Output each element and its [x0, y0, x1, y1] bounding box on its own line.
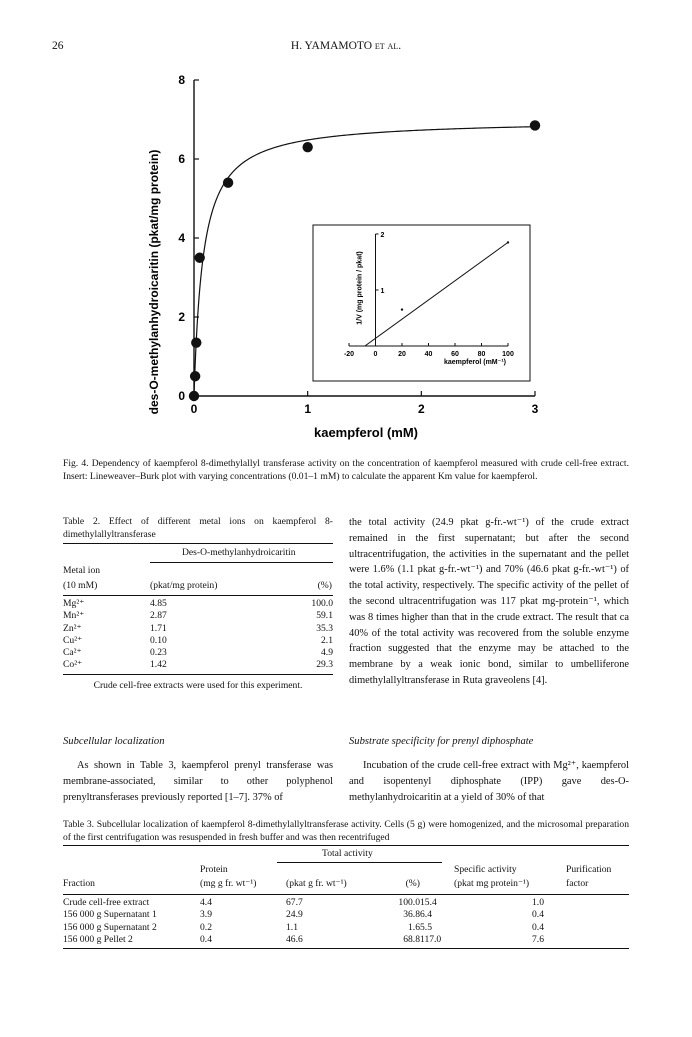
- table3-caption: Table 3. Subcellular localization of kaempferol 8-dimethylallyltransferase activity. Cells (5 g) were homogenized, and the microsomal preparation of the first centrifugation was resuspended in fresh buffer and was then recentrifuged: [63, 819, 629, 843]
- table-cell: 156 000 g Pellet 2: [63, 933, 133, 945]
- table-cell: 7.6: [532, 933, 544, 945]
- table-cell: 4.4: [200, 897, 212, 908]
- main-y-tick-label: 6: [178, 152, 185, 166]
- table2-col1-top: Metal ion: [63, 565, 101, 576]
- inset-y-tick-label: 2: [380, 232, 385, 239]
- table-row: [63, 647, 333, 659]
- table2-group-header: Des-O-methylanhydroicaritin: [182, 547, 296, 558]
- table-cell: 46.6: [286, 933, 303, 945]
- inset-point: [401, 308, 403, 310]
- table3-body: [63, 897, 629, 946]
- table-cell: 100.0: [311, 598, 333, 609]
- inset-x-axis-label: kaempferol (mM⁻¹): [443, 359, 506, 366]
- subcellular-text: As shown in Table 3, kaempferol prenyl transferase was membrane-associated, similar to other polyphenol prenyltransferases previously reported [1–7]. 37% of: [63, 760, 333, 803]
- table-cell: 1.0: [532, 897, 544, 908]
- table3-group-header: Total activity: [322, 848, 373, 859]
- inset-y-axis-label: 1/V (mg protein / pkat): [356, 251, 364, 325]
- table-cell: Zn²⁺: [63, 622, 82, 634]
- table2-footnote: Crude cell-free extracts were used for this experiment.: [93, 680, 303, 691]
- table-cell: 1.1: [286, 921, 298, 933]
- table-cell: 6.4: [420, 909, 432, 921]
- table2-col3-header: (%): [317, 580, 332, 591]
- table-cell: 2.1: [321, 634, 333, 646]
- inset-x-tick-label: 80: [477, 351, 486, 358]
- table-row: [63, 659, 333, 671]
- table-cell: 100.0: [398, 897, 420, 908]
- table2-col2-header: (pkat/mg protein): [150, 580, 218, 591]
- table3-protein-unit: (mg g fr. wt⁻¹): [200, 878, 257, 889]
- table-cell: 24.9: [286, 909, 303, 921]
- table3-specific-unit: (pkat mg protein⁻¹): [454, 878, 530, 889]
- inset-x-tick-label: 40: [424, 351, 433, 358]
- inset-chart: [313, 225, 530, 381]
- main-y-tick-label: 4: [178, 231, 185, 245]
- table-cell: Cu²⁺: [63, 634, 83, 646]
- table3-purif-top: Purification: [566, 864, 612, 875]
- data-point: [223, 178, 233, 188]
- table3-group-rule: [277, 862, 442, 863]
- substrate-heading: Substrate specificity for prenyl diphosphate: [349, 736, 534, 747]
- inset-x-tick-label: 0: [373, 351, 378, 358]
- table-cell: 59.1: [316, 610, 333, 622]
- table3-protein-top: Protein: [200, 864, 228, 875]
- table-cell: Mg²⁺: [63, 598, 85, 609]
- table-cell: 156 000 g Supernatant 1: [63, 909, 157, 921]
- data-point: [189, 391, 199, 401]
- table-cell: 67.7: [286, 897, 303, 908]
- table-cell: 156 000 g Supernatant 2: [63, 921, 157, 933]
- page-number: 26: [52, 40, 64, 52]
- main-y-tick-label: 2: [178, 310, 185, 324]
- main-x-tick-label: 2: [417, 402, 425, 416]
- table-cell: 35.3: [316, 622, 333, 634]
- table-cell: 5.5: [420, 921, 432, 933]
- inset-x-tick-label: -20: [343, 351, 355, 358]
- main-x-tick-label: 1: [304, 402, 312, 416]
- table2-col1-bottom: (10 mM): [63, 580, 98, 591]
- main-y-tick-label: 8: [178, 73, 185, 87]
- figure-4: [0, 60, 692, 460]
- table-cell: 4.9: [321, 647, 333, 659]
- table2-group-rule: [150, 562, 333, 563]
- table-row: [63, 598, 333, 610]
- inset-x-tick-label: 20: [398, 351, 406, 358]
- data-point: [190, 371, 200, 381]
- inset-point: [507, 241, 509, 243]
- table-cell: Mn²⁺: [63, 610, 85, 622]
- table2-header-rule: [63, 595, 333, 596]
- table-row: [63, 897, 629, 909]
- table2-top-rule: [63, 543, 333, 544]
- table-cell: 29.3: [316, 659, 333, 671]
- table3-percent-header: (%): [405, 878, 420, 889]
- table-cell: 3.9: [200, 909, 212, 921]
- table-cell: Crude cell-free extract: [63, 897, 150, 908]
- table-cell: 4.85: [150, 598, 167, 609]
- table-row: [63, 623, 333, 635]
- table-cell: 2.87: [150, 610, 167, 622]
- table-cell: 1.71: [150, 622, 167, 634]
- inset-x-tick-label: 60: [451, 351, 459, 358]
- table3-specific-top: Specific activity: [454, 864, 517, 875]
- main-x-axis-label: kaempferol (mM): [313, 425, 419, 440]
- table-cell: 15.4: [420, 897, 437, 908]
- data-point: [194, 253, 204, 263]
- table-cell: 68.8: [403, 933, 420, 945]
- table-cell: 0.4: [200, 933, 212, 945]
- table-row: [63, 610, 333, 622]
- main-y-axis-label: des-O-methylanhydroicaritin (pkat/mg protein): [147, 149, 161, 415]
- data-point: [191, 337, 201, 347]
- main-x-tick-label: 3: [531, 402, 539, 416]
- table-row: [63, 934, 629, 946]
- table-cell: 36.8: [403, 909, 420, 921]
- table-cell: 0.23: [150, 647, 167, 659]
- data-point: [302, 142, 312, 152]
- table3-bottom-rule: [63, 948, 629, 949]
- inset-x-tick-label: 100: [502, 351, 514, 358]
- table2-caption: Table 2. Effect of different metal ions on kaempferol 8-dimethylallyltransferase: [63, 516, 333, 540]
- table2-bottom-rule: [63, 674, 333, 675]
- table-cell: 0.4: [532, 909, 544, 921]
- table3-activity-unit: (pkat g fr. wt⁻¹): [286, 878, 347, 889]
- table-cell: Ca²⁺: [63, 647, 82, 659]
- table-cell: Co²⁺: [63, 659, 83, 671]
- figure-caption: Fig. 4. Dependency of kaempferol 8-dimethylallyl transferase activity on the concentration of kaempferol measured with crude cell-free extract. Insert: Lineweaver–Burk plot with varying concentrations (0.01–1 mM) to calculate the apparent Km value for kaempferol.: [63, 458, 629, 482]
- table3-purif-bottom: factor: [566, 878, 589, 889]
- main-x-tick-label: 0: [190, 402, 198, 416]
- table-row: [63, 909, 629, 921]
- table3-top-rule: [63, 845, 629, 846]
- right-paragraph: the total activity (24.9 pkat g-fr.-wt⁻¹) of the crude extract remained in the first supernatant; but after the second ultracentrifugation, the activities in the supernatant and the pellet were 1.6% (1.1 pkat g-fr.-wt⁻¹) and 70% (46.6 pkat g-fr.-wt⁻¹) of the total activity, respectively. The specific activity of the pellet of the second ultracentrifugation was 117 pkat mg-protein⁻¹, which was 8 times higher than that in the crude extract. The result that ca 40% of the total activity was recovered from the soluble enzyme fraction suggested that the enzyme may be attached to the membrane by a weak ionic bond, similar to umbelliferone dimethylallyltransferase in Ruta graveolens [4].: [349, 517, 629, 686]
- inset-y-tick-label: 1: [380, 288, 385, 295]
- table-cell: 1.6: [408, 921, 420, 933]
- table-cell: 0.10: [150, 634, 167, 646]
- table3-fraction-header: Fraction: [63, 878, 95, 889]
- main-y-tick-label: 0: [178, 389, 185, 403]
- table-cell: 0.4: [532, 921, 544, 933]
- table-cell: 1.42: [150, 659, 167, 671]
- table-cell: 117.0: [420, 933, 442, 945]
- table-cell: 0.2: [200, 921, 212, 933]
- table2-body: [63, 598, 333, 672]
- data-point: [530, 120, 540, 130]
- running-title: H. YAMAMOTO et al.: [290, 40, 402, 52]
- table-row: [63, 635, 333, 647]
- substrate-text: Incubation of the crude cell-free extract with Mg²⁺, kaempferol and isopentenyl diphosphate (IPP) gave des-O-methylanhydroicaritin at a yield of 30% of that: [349, 760, 629, 803]
- table3-header-rule: [63, 894, 629, 895]
- table-row: [63, 922, 629, 934]
- subcellular-heading: Subcellular localization: [63, 736, 165, 747]
